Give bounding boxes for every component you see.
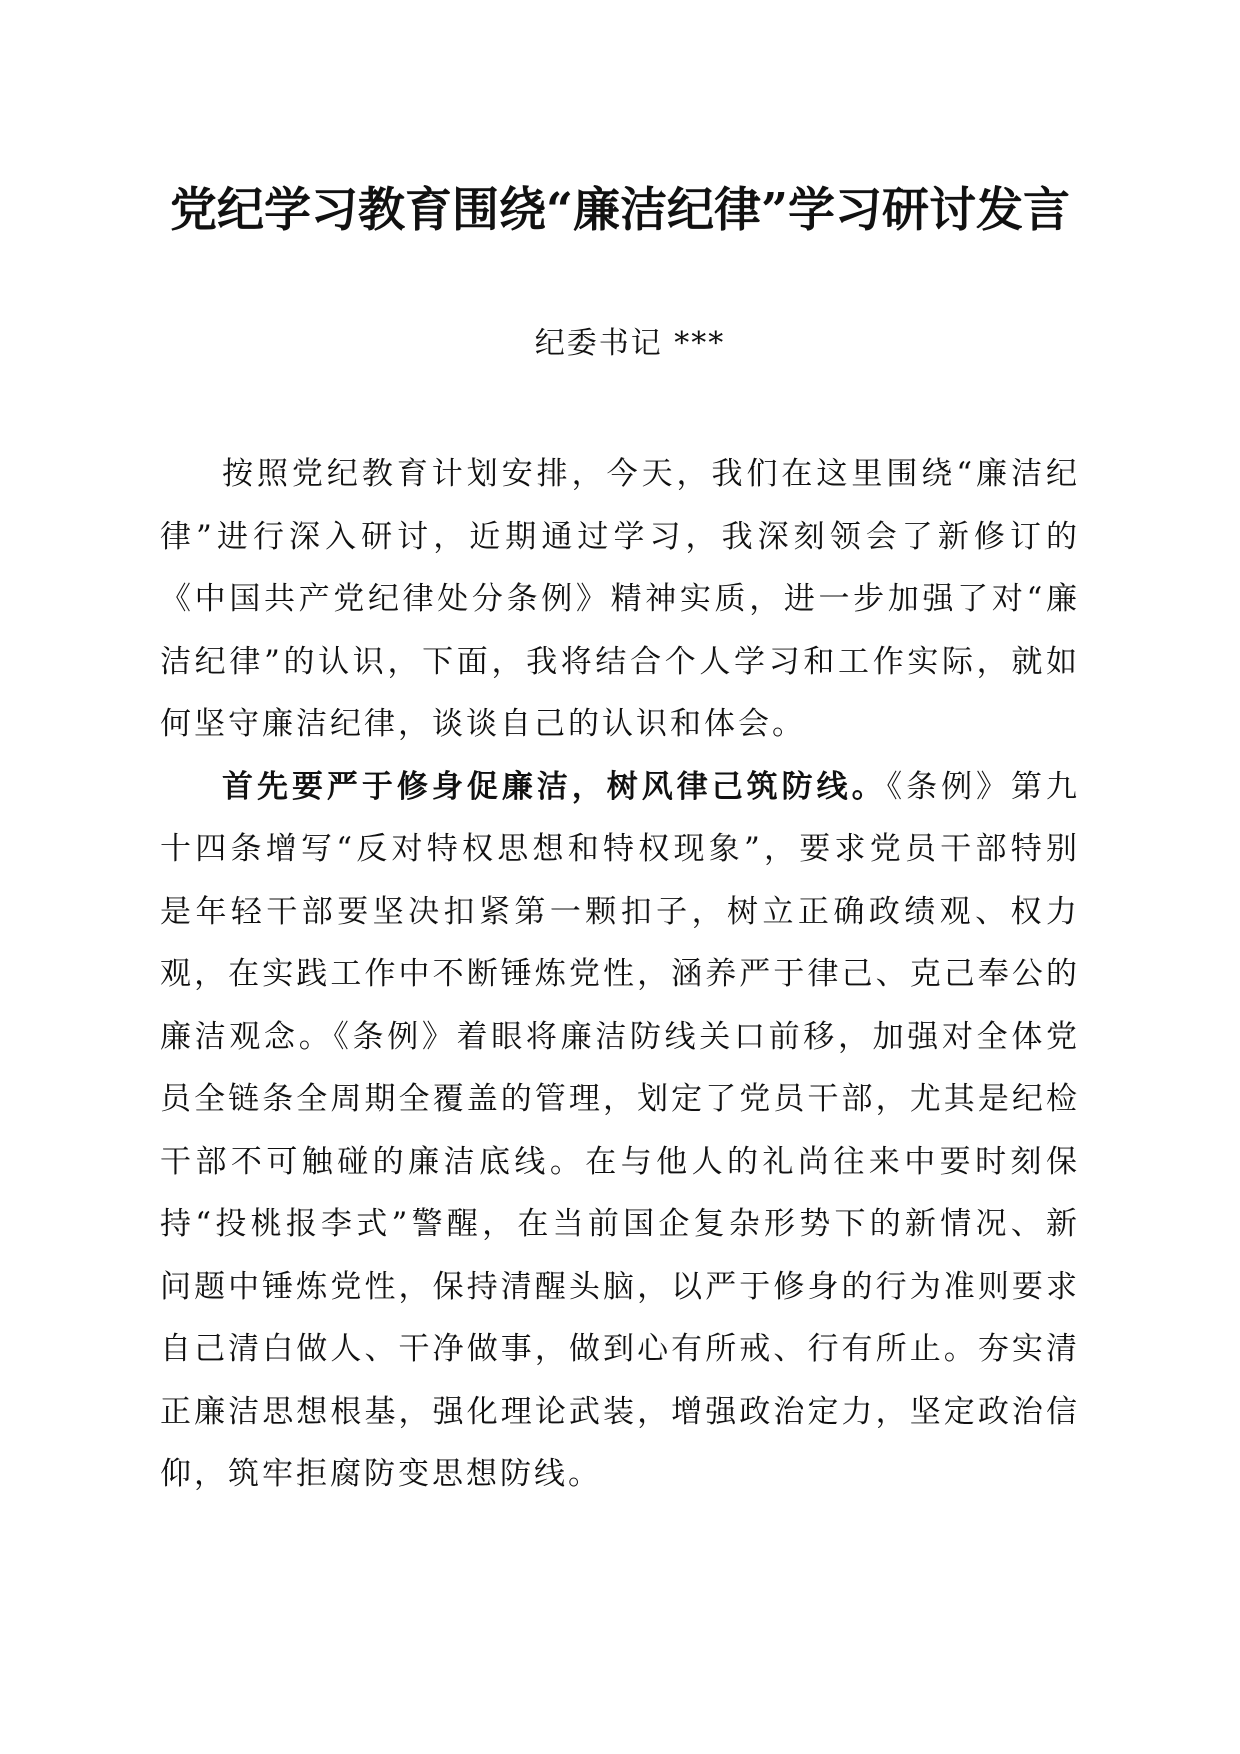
paragraph-text: 按照党纪教育计划安排，今天，我们在这里围绕“廉洁纪律”进行深入研讨，近期通过学习，我深刻领会了新修订的《中国共产党纪律处分条例》精神实质，进一步加强了对“廉洁纪律”的认识，下面，我将结合个人学习和工作实际，就如何坚守廉洁纪律，谈谈自己的认识和体会。 bbox=[160, 456, 1080, 742]
paragraph-intro bbox=[160, 443, 1080, 756]
document-body bbox=[160, 443, 1080, 1506]
paragraph-text: 《条例》第九十四条增写“反对特权思想和特权现象”，要求党员干部特别是年轻干部要坚决扣紧第一颗扣子，树立正确政绩观、权力观，在实践工作中不断锤炼党性，涵养严于律己、克己奉公的廉洁观念。《条例》着眼将廉洁防线关口前移，加强对全体党员全链条全周期全覆盖的管理，划定了党员干部，尤其是纪检干部不可触碰的廉洁底线。在与他人的礼尚往来中要时刻保持“投桃报李式”警醒，在当前国企复杂形势下的新情况、新问题中锤炼党性，保持清醒头脑，以严于修身的行为准则要求自己清白做人、干净做事，做到心有所戒、行有所止。夯实清正廉洁思想根基，强化理论武装，增强政治定力，坚定政治信仰，筑牢拒腐防变思想防线。 bbox=[160, 768, 1081, 1492]
paragraph-first-point bbox=[160, 756, 1080, 1506]
paragraph-lead-heading: 首先要严于修身促廉洁，树风律己筑防线。 bbox=[222, 768, 887, 805]
document-author: 纪委书记 *** bbox=[534, 326, 726, 361]
document-title: 党纪学习教育围绕“廉洁纪律”学习研讨发言 bbox=[169, 183, 1071, 238]
